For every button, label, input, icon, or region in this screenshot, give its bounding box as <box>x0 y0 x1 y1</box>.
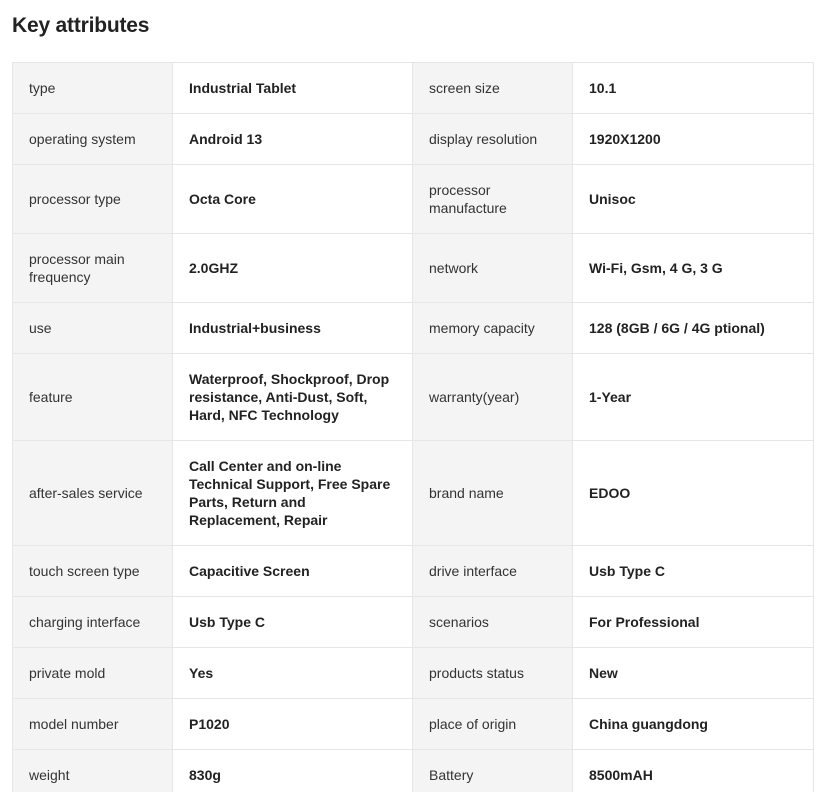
section-title: Key attributes <box>12 14 150 37</box>
attribute-key: charging interface <box>13 597 173 648</box>
table-row <box>13 165 814 234</box>
attribute-value: Yes <box>173 648 413 699</box>
attribute-value: Unisoc <box>573 165 814 234</box>
attribute-key: products status <box>413 648 573 699</box>
attribute-value: 2.0GHZ <box>173 234 413 303</box>
attribute-key: feature <box>13 354 173 441</box>
attribute-key: weight <box>13 750 173 792</box>
attribute-value: Industrial+business <box>173 303 413 354</box>
table-row <box>13 63 814 114</box>
attribute-value: EDOO <box>573 441 814 546</box>
attribute-key: display resolution <box>413 114 573 165</box>
attribute-value: P1020 <box>173 699 413 750</box>
table-row <box>13 699 814 750</box>
table-row <box>13 648 814 699</box>
attribute-key: processor main frequency <box>13 234 173 303</box>
attribute-key: type <box>13 63 173 114</box>
attribute-value: Usb Type C <box>173 597 413 648</box>
attribute-value: 830g <box>173 750 413 792</box>
attribute-key: private mold <box>13 648 173 699</box>
attribute-key: memory capacity <box>413 303 573 354</box>
attribute-key: network <box>413 234 573 303</box>
table-row <box>13 750 814 792</box>
table-row <box>13 441 814 546</box>
table-row <box>13 597 814 648</box>
attribute-value: China guangdong <box>573 699 814 750</box>
attribute-value: Call Center and on-line Technical Support, Free Spare Parts, Return and Replacement, Repair <box>173 441 413 546</box>
attribute-value: Android 13 <box>173 114 413 165</box>
attribute-value: 1920X1200 <box>573 114 814 165</box>
table-row <box>13 354 814 441</box>
attribute-value: Usb Type C <box>573 546 814 597</box>
attribute-key: place of origin <box>413 699 573 750</box>
attributes-table <box>12 62 814 792</box>
attribute-key: brand name <box>413 441 573 546</box>
attribute-key: screen size <box>413 63 573 114</box>
attribute-key: drive interface <box>413 546 573 597</box>
attribute-key: model number <box>13 699 173 750</box>
attribute-value: Waterproof, Shockproof, Drop resistance, Anti-Dust, Soft, Hard, NFC Technology <box>173 354 413 441</box>
attribute-value: New <box>573 648 814 699</box>
attribute-value: Capacitive Screen <box>173 546 413 597</box>
attribute-value: 1-Year <box>573 354 814 441</box>
attribute-value: Wi-Fi, Gsm, 4 G, 3 G <box>573 234 814 303</box>
attribute-key: after-sales service <box>13 441 173 546</box>
attribute-key: operating system <box>13 114 173 165</box>
table-row <box>13 303 814 354</box>
attribute-value: 8500mAH <box>573 750 814 792</box>
attribute-value: Octa Core <box>173 165 413 234</box>
attribute-key: touch screen type <box>13 546 173 597</box>
attribute-value: Industrial Tablet <box>173 63 413 114</box>
attribute-key: processor manufacture <box>413 165 573 234</box>
attribute-value: 128 (8GB / 6G / 4G ptional) <box>573 303 814 354</box>
attribute-key: warranty(year) <box>413 354 573 441</box>
attribute-key: scenarios <box>413 597 573 648</box>
attribute-key: use <box>13 303 173 354</box>
attribute-key: processor type <box>13 165 173 234</box>
table-row <box>13 546 814 597</box>
table-row <box>13 234 814 303</box>
attribute-key: Battery <box>413 750 573 792</box>
attribute-value: 10.1 <box>573 63 814 114</box>
table-row <box>13 114 814 165</box>
attribute-value: For Professional <box>573 597 814 648</box>
